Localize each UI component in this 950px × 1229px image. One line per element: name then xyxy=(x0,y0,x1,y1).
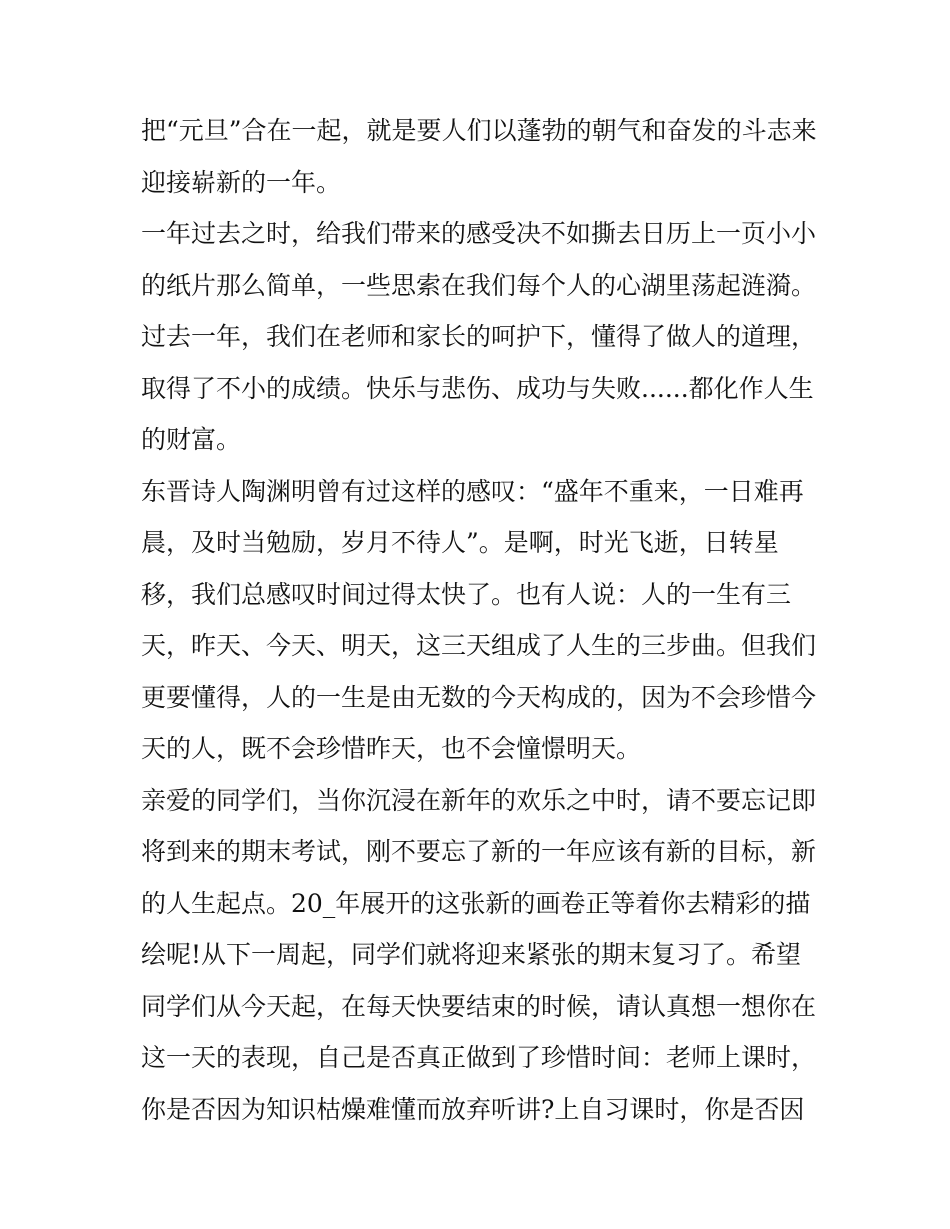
text-line: 东晋诗人陶渊明曾有过这样的感叹：“盛年不重来，一日难再 xyxy=(141,476,804,506)
text-line: 一年过去之时，给我们带来的感受决不如撕去日历上一页小小 xyxy=(141,219,817,248)
text-line: 把“元旦”合在一起，就是要人们以蓬勃的朝气和奋发的斗志来 xyxy=(141,116,817,145)
text-line: 天，昨天、今天、明天，这三天组成了人生的三步曲。但我们 xyxy=(141,631,817,660)
text-line: 更要懂得，人的一生是由无数的今天构成的，因为不会珍惜今 xyxy=(141,682,817,712)
text-line: 将到来的期末考试，刚不要忘了新的一年应该有新的目标，新 xyxy=(141,837,817,866)
text-line: 亲爱的同学们，当你沉浸在新年的欢乐之中时，请不要忘记即 xyxy=(141,785,817,815)
text-line: 的纸片那么简单，一些思索在我们每个人的心湖里荡起涟漪。 xyxy=(141,270,817,300)
text-line: 你是否因为知识枯燥难懂而放弃听讲?上自习课时，你是否因 xyxy=(141,1094,805,1124)
text-line: 的人生起点。20_年展开的这张新的画卷正等着你去精彩的描 xyxy=(141,888,811,918)
text-line: 取得了不小的成绩。快乐与悲伤、成功与失败......都化作人生 xyxy=(141,373,814,403)
text-line: 这一天的表现，自己是否真正做到了珍惜时间：老师上课时， xyxy=(141,1043,817,1072)
text-line: 迎接崭新的一年。 xyxy=(141,167,342,197)
text-line: 移，我们总感叹时间过得太快了。也有人说：人的一生有三 xyxy=(141,579,792,609)
text-line: 天的人，既不会珍惜昨天，也不会憧憬明天。 xyxy=(141,734,642,763)
text-line: 的财富。 xyxy=(141,425,242,454)
document-text-body xyxy=(141,105,821,1135)
text-line: 过去一年，我们在老师和家长的呵护下，懂得了做人的道理， xyxy=(141,322,817,351)
text-line: 绘呢!从下一周起，同学们就将迎来紧张的期末复习了。希望 xyxy=(141,940,802,969)
text-line: 同学们从今天起，在每天快要结束的时候，请认真想一想你在 xyxy=(141,991,817,1021)
text-line: 晨，及时当勉励，岁月不待人”。是啊，时光飞逝，日转星 xyxy=(141,528,779,557)
